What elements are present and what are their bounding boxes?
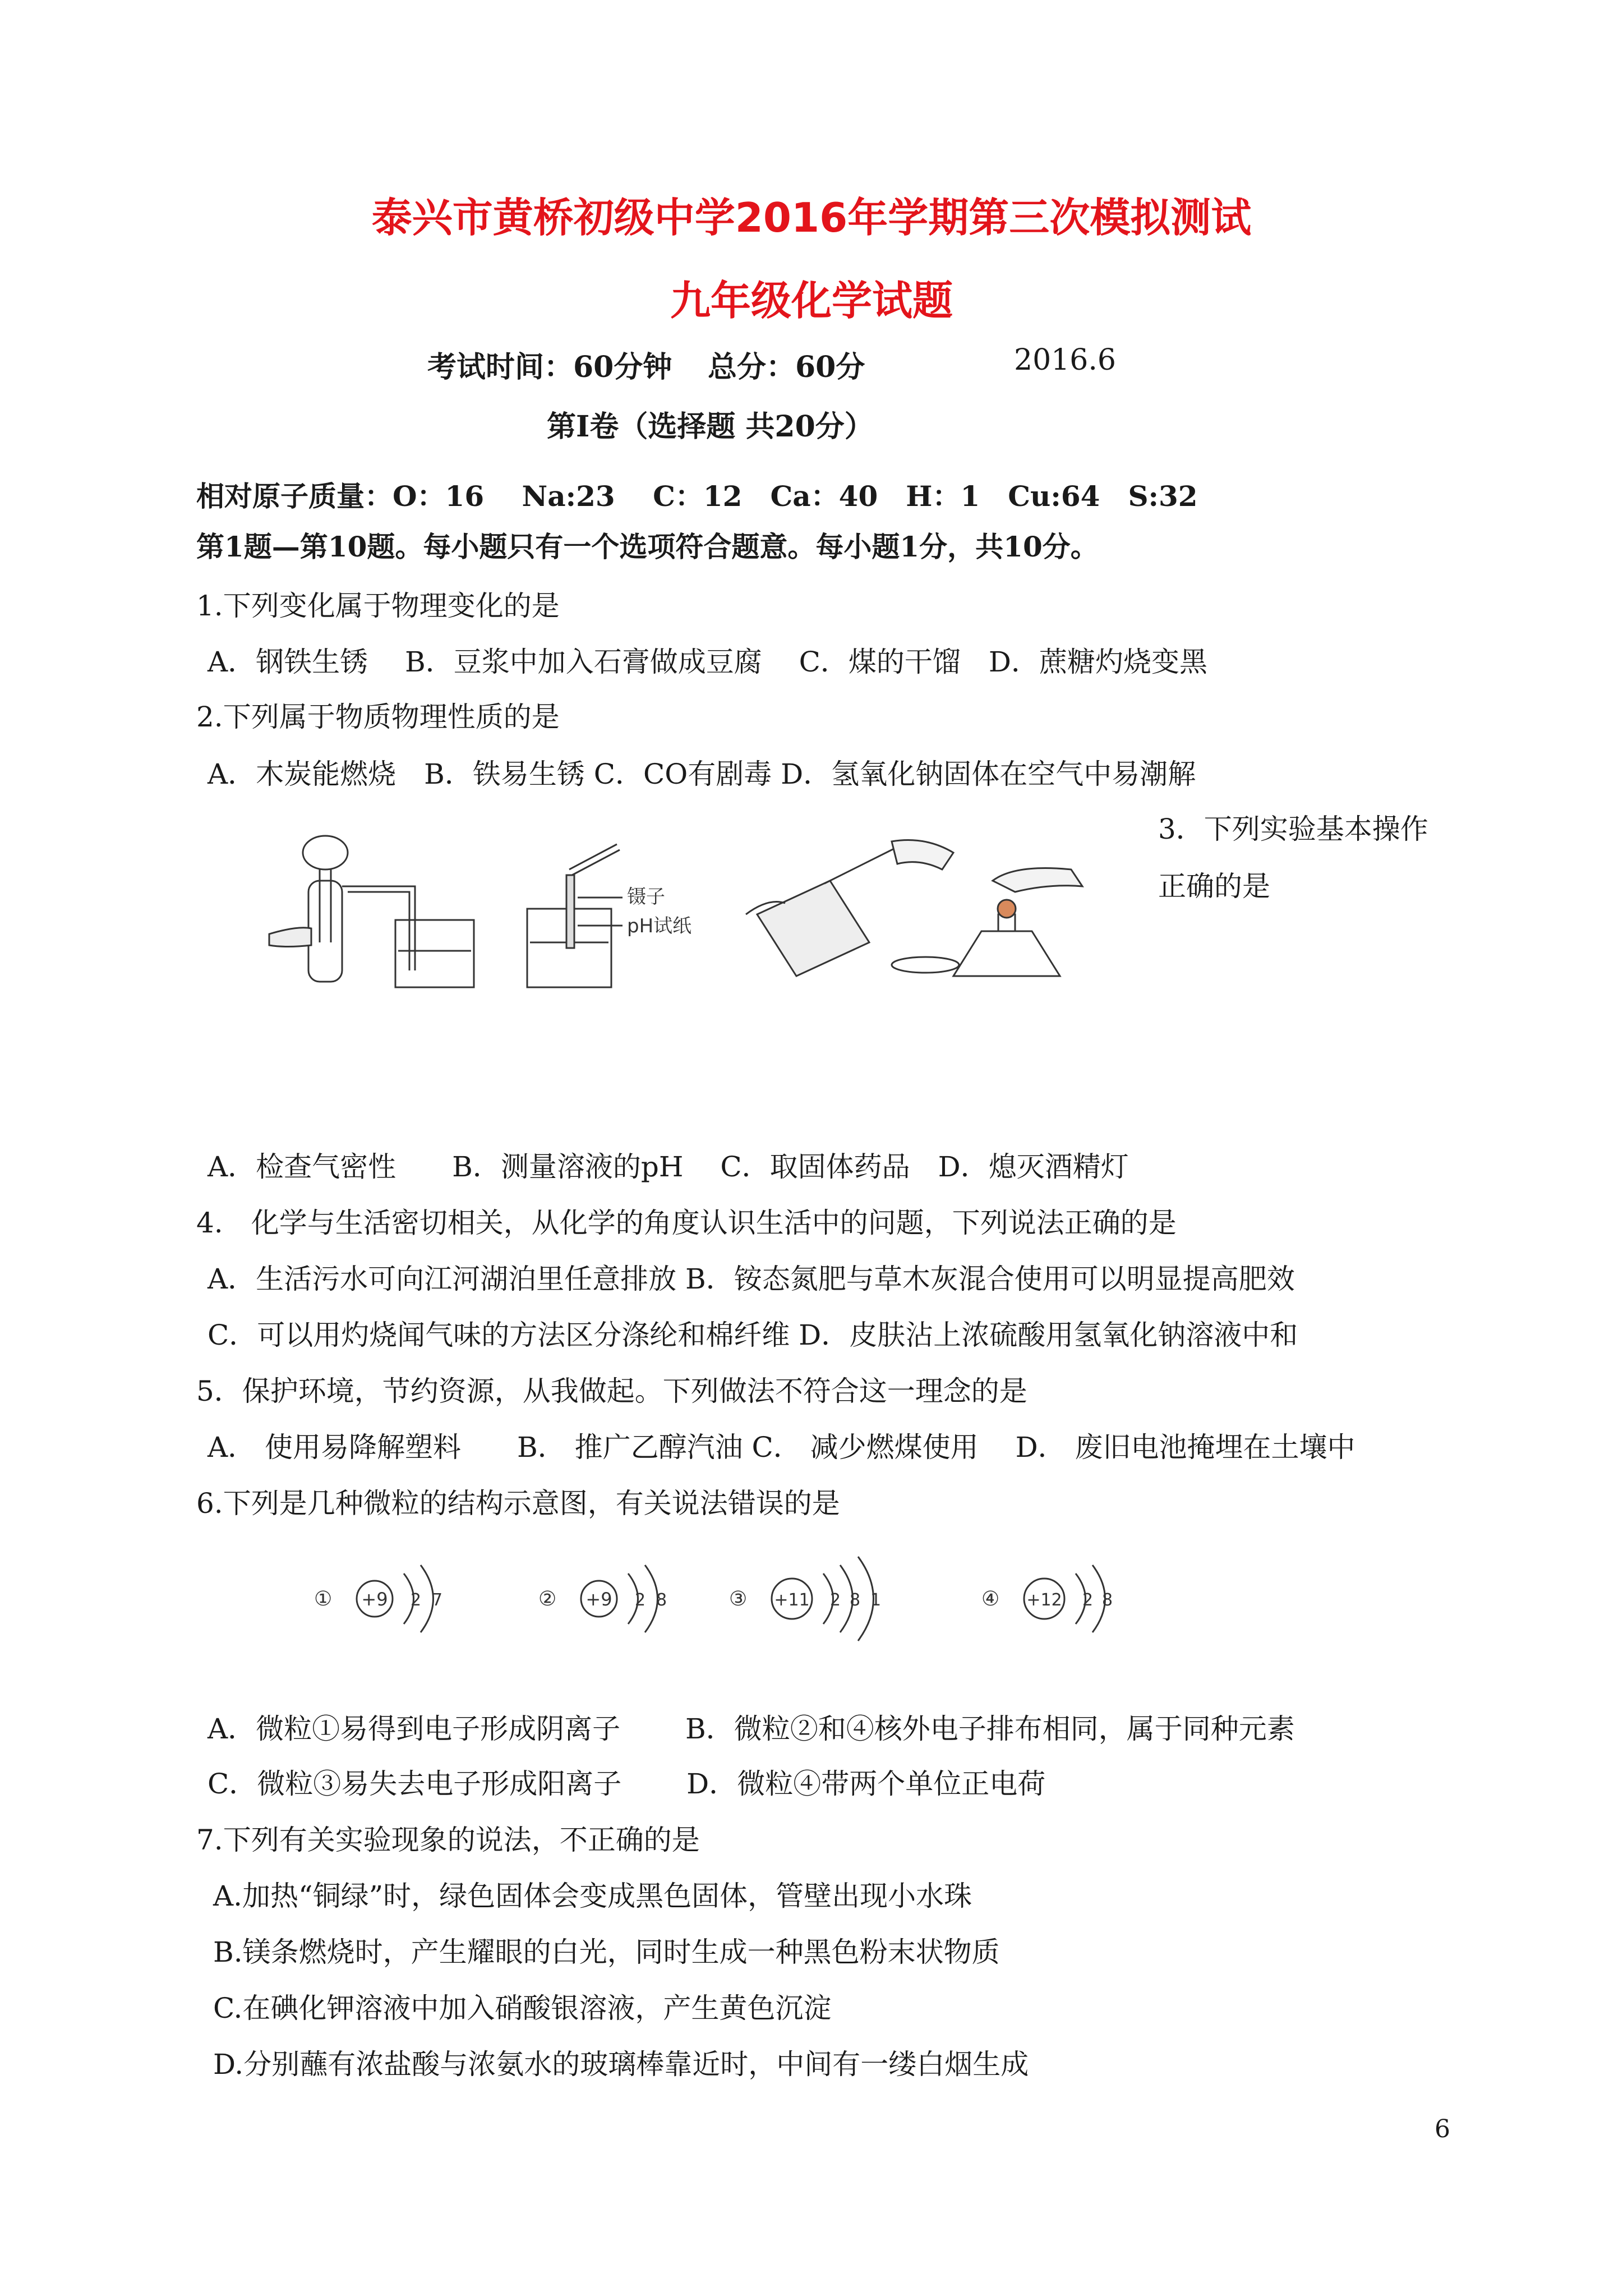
particle-3-shell-3: 1 — [870, 1590, 882, 1610]
question-6-stem: 6.下列是几种微粒的结构示意图，有关说法错误的是 — [196, 1487, 840, 1520]
tweezers-label: 镊子 — [627, 886, 665, 908]
question-2-stem: 2.下列属于物质物理性质的是 — [196, 701, 560, 733]
section-title: 第Ⅰ卷（选择题 共20分） — [547, 409, 874, 444]
particle-3-nucleus: +11 — [774, 1590, 810, 1610]
ph-test-illustration — [527, 844, 623, 987]
question-5-options: A． 使用易降解塑料 B． 推广乙醇汽油 C． 减少燃煤使用 D． 废旧电池掩埋在土壤中 — [208, 1431, 1355, 1464]
exam-time: 考试时间：60分钟 — [427, 350, 672, 384]
atomic-masses: 相对原子质量：O：16 Na:23 C：12 Ca：40 H：1 Cu:64 S:32 — [196, 480, 1198, 513]
airtightness-check-illustration — [269, 836, 474, 987]
ph-paper-label: pH试纸 — [627, 915, 692, 937]
question-7-option-a: A.加热“铜绿”时，绿色固体会变成黑色固体，管壁出现小水珠 — [213, 1880, 972, 1912]
particle-1-shell-1: 2 — [411, 1590, 422, 1610]
particle-structure-diagrams — [303, 1548, 1144, 1649]
question-2-options: A．木炭能燃烧 B．铁易生锈 C．CO有剧毒 D．氢氧化钠固体在空气中易潮解 — [208, 758, 1196, 790]
particle-4-shell-2: 8 — [1102, 1590, 1113, 1610]
question-3-stem-line2: 正确的是 — [1158, 870, 1270, 903]
particle-2-shell-2: 8 — [656, 1590, 667, 1610]
question-4-stem: 4. 化学与生活密切相关，从化学的角度认识生活中的问题，下列说法正确的是 — [196, 1207, 1177, 1239]
particle-4-shell-1: 2 — [1082, 1590, 1094, 1610]
particle-3-index: ③ — [729, 1588, 748, 1611]
question-4-options-ab: A．生活污水可向江河湖泊里任意排放 B．铵态氮肥与草木灰混合使用可以明显提高肥效 — [208, 1263, 1295, 1295]
particle-2-index: ② — [538, 1588, 557, 1611]
particle-2-diagram — [538, 1565, 667, 1632]
particle-1-shell-2: 7 — [432, 1590, 443, 1610]
lab-operations-figure — [264, 830, 1138, 999]
particle-4-nucleus: +12 — [1026, 1590, 1062, 1610]
question-1-stem: 1.下列变化属于物理变化的是 — [196, 590, 560, 622]
particle-1-index: ① — [314, 1588, 333, 1611]
particle-1-nucleus: +9 — [361, 1589, 388, 1610]
exam-date: 2016.6 — [1014, 343, 1116, 377]
question-3-stem-line1: 3．下列实验基本操作 — [1158, 813, 1428, 845]
particle-2-nucleus: +9 — [585, 1589, 612, 1610]
particle-3-diagram — [729, 1557, 881, 1641]
exam-title: 泰兴市黄桥初级中学2016年学期第三次模拟测试 — [371, 194, 1252, 241]
particle-2-shell-1: 2 — [635, 1590, 646, 1610]
particle-3-shell-1: 2 — [830, 1590, 841, 1610]
question-7-stem: 7.下列有关实验现象的说法，不正确的是 — [196, 1824, 700, 1856]
alcohol-lamp-illustration — [953, 868, 1082, 977]
question-7-option-c: C.在碘化钾溶液中加入硝酸银溶液，产生黄色沉淀 — [213, 1992, 832, 2024]
question-6-options-cd: C．微粒③易失去电子形成阳离子 D．微粒④带两个单位正电荷 — [208, 1768, 1046, 1800]
exam-subtitle: 九年级化学试题 — [670, 277, 953, 324]
question-3-options: A．检查气密性 B．测量溶液的pH C．取固体药品 D．熄灭酒精灯 — [208, 1151, 1129, 1183]
question-4-options-cd: C．可以用灼烧闻气味的方法区分涤纶和棉纤维 D．皮肤沾上浓硫酸用氢氧化钠溶液中和 — [208, 1319, 1298, 1351]
page-number: 6 — [1435, 2115, 1450, 2143]
instructions: 第1题—第10题。每小题只有一个选项符合题意。每小题1分，共10分。 — [196, 530, 1099, 563]
particle-4-diagram — [981, 1565, 1113, 1632]
solid-reagent-illustration — [746, 840, 959, 977]
particle-1-diagram — [314, 1565, 442, 1632]
particle-4-index: ④ — [981, 1588, 1000, 1611]
question-5-stem: 5．保护环境，节约资源，从我做起。下列做法不符合这一理念的是 — [196, 1375, 1027, 1407]
question-6-options-ab: A．微粒①易得到电子形成阴离子 B．微粒②和④核外电子排布相同，属于同种元素 — [208, 1713, 1295, 1745]
question-7-option-d: D.分别蘸有浓盐酸与浓氨水的玻璃棒靠近时，中间有一缕白烟生成 — [213, 2048, 1029, 2081]
total-score: 总分：60分 — [708, 350, 865, 384]
question-7-option-b: B.镁条燃烧时，产生耀眼的白光，同时生成一种黑色粉末状物质 — [213, 1936, 1000, 1968]
particle-3-shell-2: 8 — [850, 1590, 861, 1610]
question-1-options: A．钢铁生锈 B．豆浆中加入石膏做成豆腐 C．煤的干馏 D．蔗糖灼烧变黑 — [208, 646, 1207, 678]
